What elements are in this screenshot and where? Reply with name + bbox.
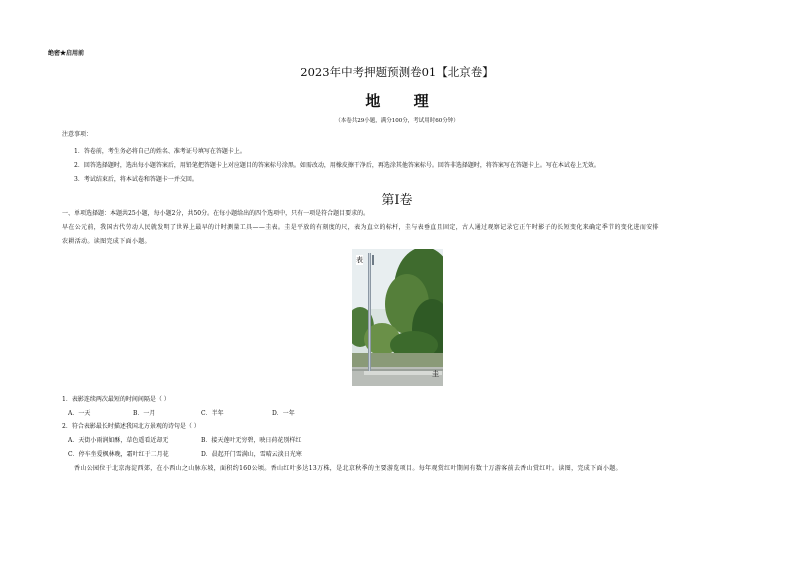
exam-title: 2023年中考押题预测卷01【北京卷】	[300, 65, 494, 79]
confidential-mark: 绝密★启用前	[48, 50, 85, 57]
passage-2: 香山公园位于北京海淀西郊，在小西山之山脉东坡，面积约160公顷。香山红叶多达13万株，是北京秋季的主要游览项目。每年观赏红叶期间有数十万游客前去香山赏红叶。读图，完成下面小题。	[74, 465, 622, 472]
notice-item: 1．答卷前，考生务必将自己的姓名、准考证号填写在答题卡上。	[74, 148, 246, 155]
question-1-option-b: B．一月	[133, 410, 156, 417]
question-2-option-d: D．晨起开门雪满山，雪晴云淡日光寒	[201, 451, 302, 458]
question-2-option-c: C．停车坐爱枫林晚，霜叶红于二月花	[68, 451, 169, 458]
gui-label: 圭	[432, 370, 439, 378]
section-heading: 一、单项选择题：本题共25小题，每小题2分，共50分。在每小题给出的四个选项中，只有一项是符合题目要求的。	[62, 210, 370, 217]
notice-item: 2．回答选择题时，选出每小题答案后，用铅笔把答题卡上对应题目的答案标号涂黑。如需改动，用橡皮擦干净后，再选涂其他答案标号。回答非选择题时，将答案写在答题卡上。写在本试卷上无效。	[74, 162, 600, 169]
question-1-option-d: D．一年	[272, 410, 295, 417]
biao-label: 表	[356, 256, 363, 264]
question-1-option-c: C．半年	[201, 410, 224, 417]
notice-heading: 注意事项：	[62, 131, 93, 138]
guibiao-photo-image	[352, 249, 443, 386]
exam-info: （本卷共29小题，满分100分，考试用时60分钟）	[335, 118, 459, 124]
question-2-option-a: A．天街小雨润如酥，草色遥看近却无	[68, 437, 169, 444]
volume-title: 第Ⅰ卷	[381, 193, 413, 208]
subject-title: 地 理	[365, 92, 443, 110]
intro-paragraph-line: 早在公元前，我国古代劳动人民就发明了世界上最早的计时测量工具——圭表。圭是平放的有刻度的尺，表为直立的标杆，圭与表垂直且固定，古人通过观察记录它正午时影子的长短变化来确定季节的变化进而安排	[62, 224, 659, 231]
question-2-stem: 2．符合表影最长时描述我国北方景观的诗句是（ ）	[62, 423, 200, 430]
question-1-stem: 1．表影连续两次最短的时间间隔是（ ）	[62, 396, 170, 403]
notice-item: 3．考试结束后，将本试卷和答题卡一并交回。	[74, 176, 198, 183]
intro-paragraph-line: 农耕活动。读图完成下面小题。	[62, 238, 151, 245]
question-1-option-a: A．一天	[68, 410, 91, 417]
question-2-option-b: B．接天莲叶无穷碧，映日荷花别样红	[201, 437, 302, 444]
guibiao-photo	[352, 249, 443, 386]
